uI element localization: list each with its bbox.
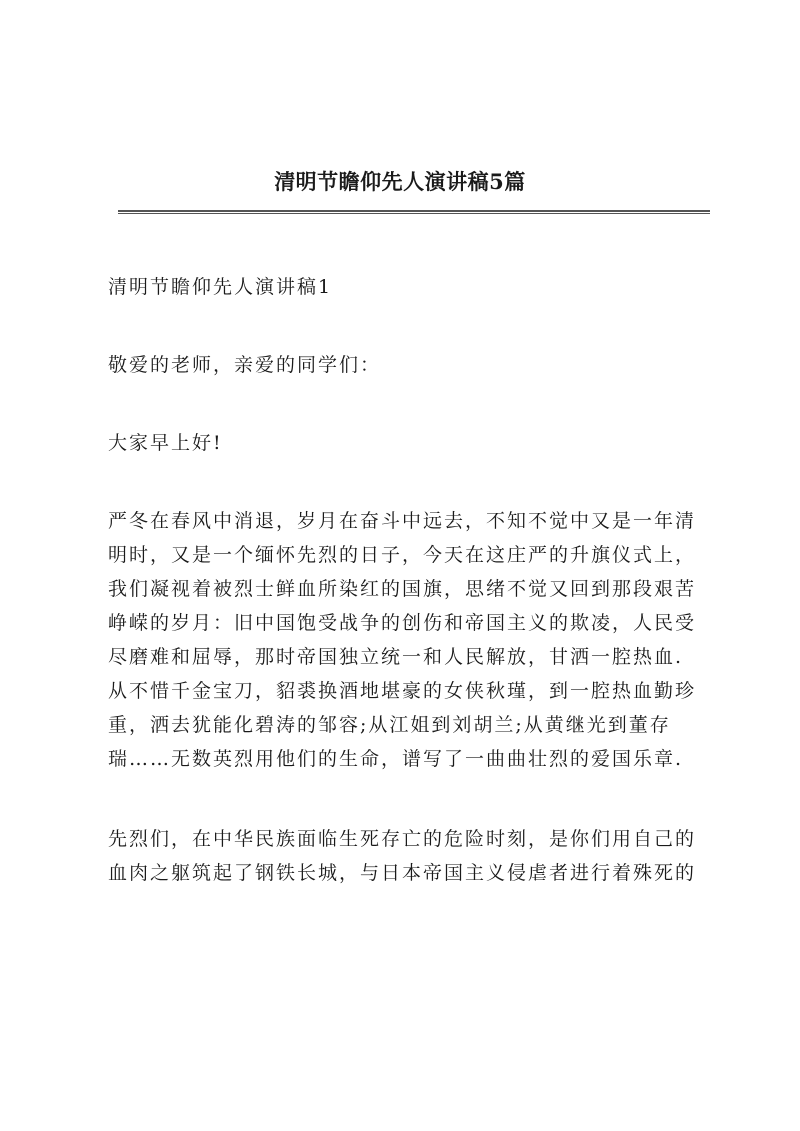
paragraph-line: 血肉之躯筑起了钢铁长城，与日本帝国主义侵虐者进行着殊死的 [108,862,697,884]
document-body [108,270,712,936]
paragraph-line: 重，洒去犹能化碧涛的邹容;从江姐到刘胡兰;从黄继光到董存 [108,714,671,736]
paragraph-2 [108,822,712,890]
paragraph-line: 尽磨难和屈辱，那时帝国独立统一和人民解放，甘洒一腔热血. [108,646,684,668]
section-heading-block [108,270,712,304]
paragraph-line: 峥嵘的岁月：旧中国饱受战争的创伤和帝国主义的欺凌，人民受 [108,612,697,634]
salutation-block [108,426,712,460]
paragraph-line: 瑞……无数英烈用他们的生命，谱写了一曲曲壮烈的爱国乐章. [108,748,684,770]
paragraph-line: 从不惜千金宝刀，貂裘换酒地堪豪的女侠秋瑾，到一腔热血勤珍 [108,680,697,702]
paragraph-line: 我们凝视着被烈士鲜血所染红的国旗，思绪不觉又回到那段艰苦 [108,578,697,600]
paragraph-1 [108,504,712,776]
salutation: 大家早上好! [108,432,223,454]
title-divider [118,210,710,214]
document-title: 清明节瞻仰先人演讲稿5篇 [274,169,526,194]
paragraph-line: 严冬在春风中消退，岁月在奋斗中远去，不知不觉中又是一年清 [108,510,697,532]
greeting-block [108,348,712,382]
greeting: 敬爱的老师，亲爱的同学们： [108,354,382,376]
section-heading: 清明节瞻仰先人演讲稿1 [108,276,333,298]
paragraph-line: 先烈们，在中华民族面临生死存亡的危险时刻，是你们用自己的 [108,828,697,850]
paragraph-line: 明时，又是一个缅怀先烈的日子，今天在这庄严的升旗仪式上， [108,544,697,566]
